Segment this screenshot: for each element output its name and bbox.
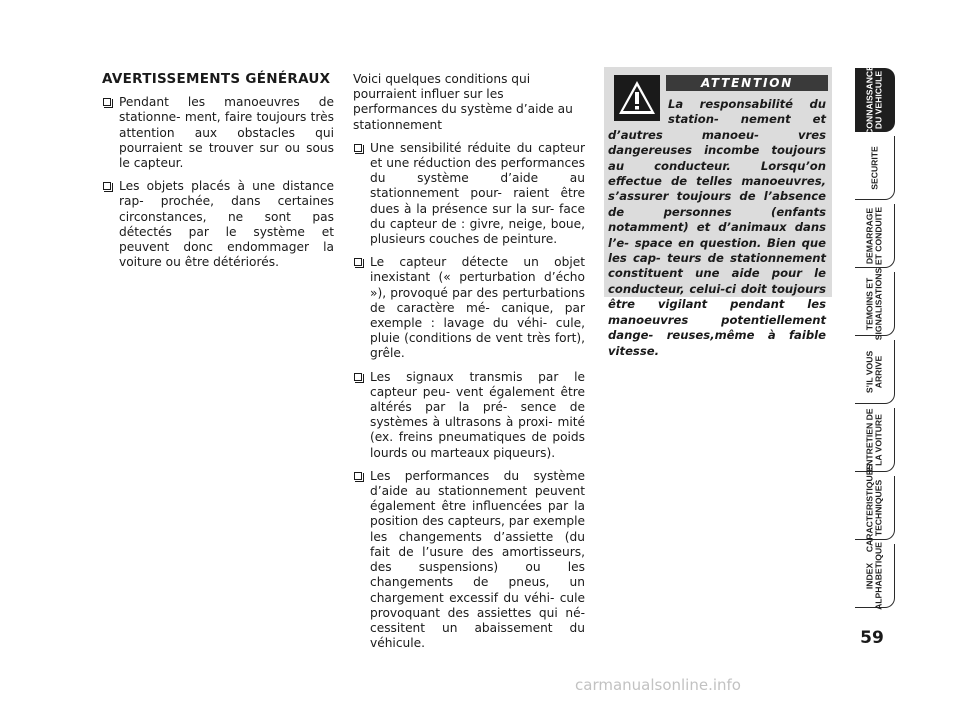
attention-text-body: La responsabilité du station- nement et d’autres manoeu- vres dangereuses incombe toujours au conducteur. Lorsqu’on effectue de telles manoeuvres, s’assurer toujours de l’absence de personnes (enfants notamment) et d’animaux dans l’e- space en question. Bien que les cap- teurs de stationnement constituent une aide pour le conducteur, celui-ci doit toujours être vigilant pendant les manoeuvres potentiellement dange- reuses,même à faible vitesse. [608, 97, 826, 358]
tab-label: CARACTERISTIQUES TECHNIQUES [864, 463, 884, 553]
checkbox-bullet-icon [354, 258, 362, 266]
list-item-text: Les objets placés à une distance rap- prochée, dans certaines circonstances, ne sont pas détectés par le système et peuvent donc endommager la voiture ou être détériorés. [119, 179, 334, 270]
page-number: 59 [860, 628, 884, 648]
conditions-list [353, 141, 585, 652]
list-item-text: Pendant les manoeuvres de stationne- ment, faire toujours très attention aux obstacles qui pourraient se trouver sur ou sous le capteur. [119, 95, 334, 171]
tab-label: S’IL VOUS ARRIVE [864, 350, 884, 394]
tab-temoins-et-signalisations[interactable] [855, 267, 895, 341]
list-item [102, 95, 334, 171]
section-heading: AVERTISSEMENTS GÉNÉRAUX [102, 71, 331, 87]
tab-label: CONNAISSANCE DU VEHICULE [864, 65, 884, 135]
list-item [353, 141, 585, 247]
tab-label: ENTRETIEN DE LA VOITURE [864, 408, 884, 472]
tab-label: DEMARRAGE ET CONDUITE [864, 206, 884, 266]
list-item-text: Une sensibilité réduite du capteur et une réduction des performances du système d’aide au stationnement pour- raient être dues à la présence sur la sur- face du capteur de : givre, neige, boue, plusieurs couches de peinture. [370, 140, 585, 247]
tab-caracteristiques-techniques[interactable] [855, 463, 895, 553]
list-item-text: Les signaux transmis par le capteur peu- vent également être altérés par la pré- sence de systèmes à ultrasons à proxi- mité (ex. freins pneumatiques de poids lourds ou marteaux piqueurs). [370, 369, 585, 460]
list-item [353, 370, 585, 461]
list-item [102, 179, 334, 270]
list-item-text: Le capteur détecte un objet inexistant (« perturbation d’écho »), provoqué par des perturbations de caractère mé- canique, par exemple : lavage du véhi- cule, pluie (conditions de vent très fort), grêle. [370, 255, 585, 361]
general-warnings-column [102, 72, 334, 278]
tab-demarrage-et-conduite[interactable] [855, 204, 895, 268]
tab-label: TEMOINS ET SIGNALISATIONS [864, 267, 884, 341]
tab-sil-vous-arrive[interactable] [855, 340, 895, 404]
tab-connaissance-du-vehicule[interactable] [855, 65, 895, 135]
conditions-intro: Voici quelques conditions qui pourraient influer sur les performances du système d’aide au stationnement [353, 72, 573, 132]
list-item [353, 255, 585, 361]
checkbox-bullet-icon [354, 373, 362, 381]
conditions-column [353, 72, 585, 659]
tab-entretien-de-la-voiture[interactable] [855, 408, 895, 472]
attention-label: ATTENTION [666, 75, 828, 91]
checkbox-bullet-icon [103, 182, 111, 190]
watermark: carmanualsonline.info [575, 676, 741, 694]
tab-label: INDEX ALPHABETIQUE [864, 542, 884, 610]
checkbox-bullet-icon [354, 472, 362, 480]
general-warnings-list [102, 95, 334, 270]
list-item [353, 469, 585, 651]
checkbox-bullet-icon [103, 98, 111, 106]
checkbox-bullet-icon [354, 144, 362, 152]
attention-text [608, 97, 826, 359]
tab-label: SECURITE [869, 146, 880, 190]
tab-index-alphabetique[interactable] [855, 544, 895, 608]
list-item-text: Les performances du système d’aide au stationnement peuvent également être influencées par la position des capteurs, par exemple les changements d’assiette (du fait de l’usure des amortisseurs, des suspensions) ou les changements de pneus, un chargement excessif du véhi- cule provoquant des assiettes qui né- cessitent un abaissement du véhicule. [370, 468, 585, 651]
attention-box [604, 67, 832, 358]
tab-securite[interactable] [855, 136, 895, 200]
